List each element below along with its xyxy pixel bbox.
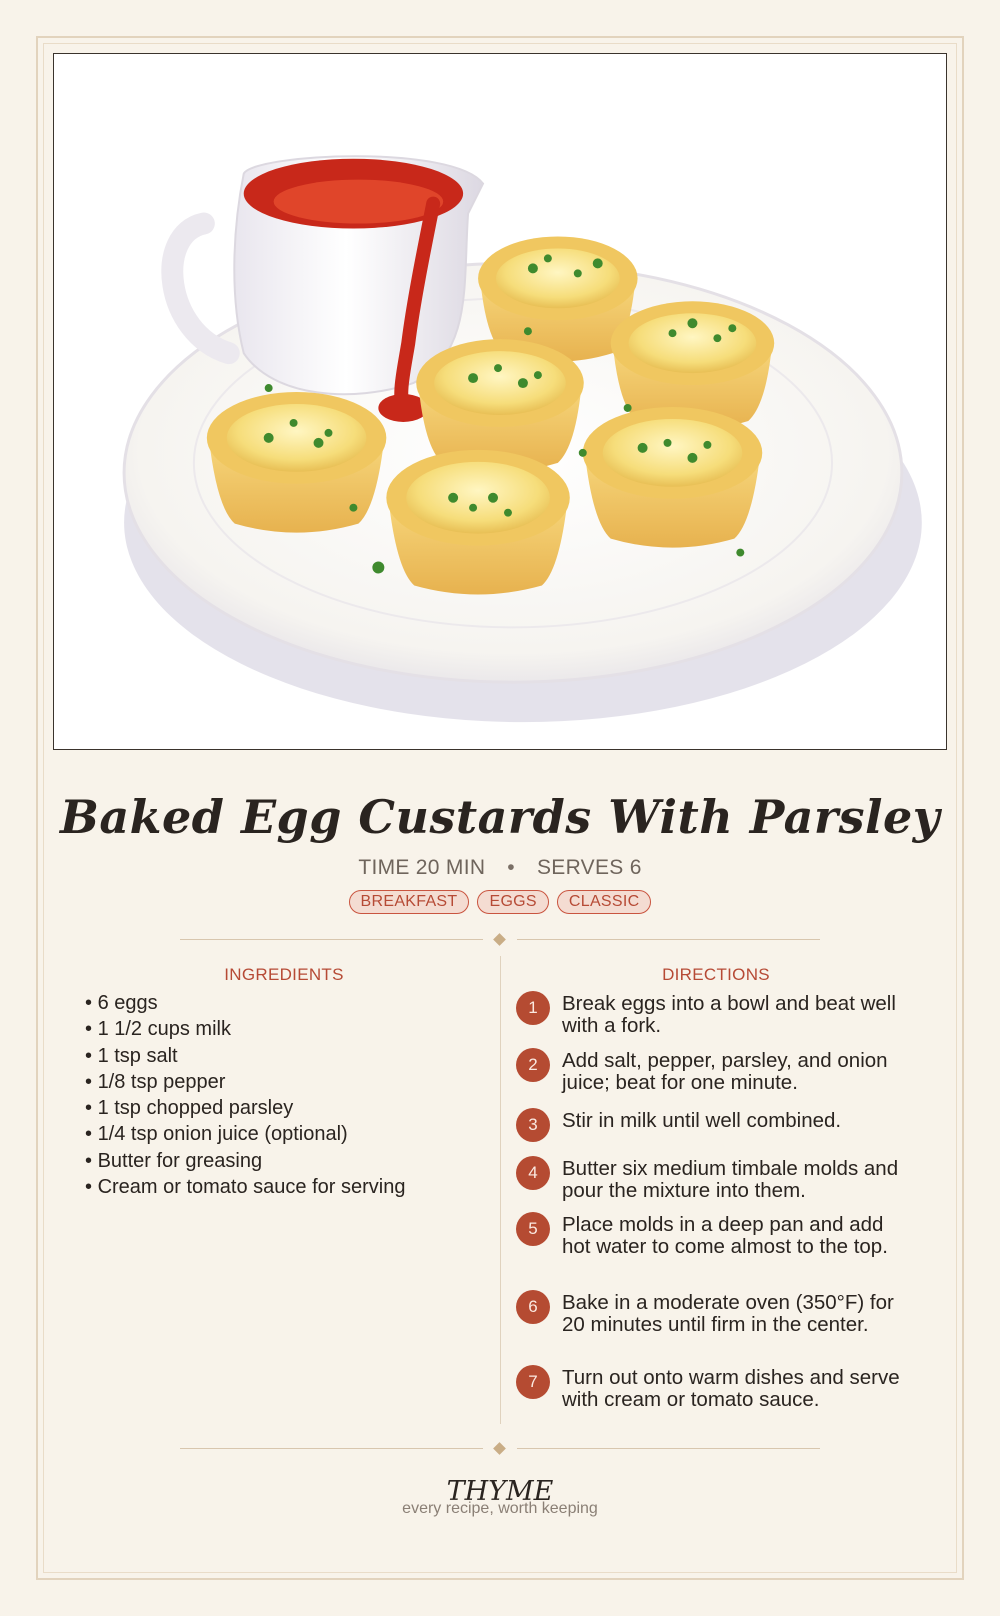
egg-custards-illustration: [54, 54, 946, 749]
tag-list: [0, 890, 1000, 914]
meta-separator: •: [507, 856, 515, 879]
divider-bottom-left: [180, 1448, 483, 1449]
ingredients-heading: INGREDIENTS: [224, 965, 344, 984]
direction-step: [516, 1158, 916, 1202]
ingredient-item: • 1/8 tsp pepper: [85, 1069, 405, 1095]
step-number-badge: 4: [516, 1156, 550, 1190]
brand-tagline: every recipe, worth keeping: [402, 1500, 598, 1517]
direction-step: [516, 993, 916, 1037]
step-number-badge: 2: [516, 1048, 550, 1082]
tag-classic[interactable]: CLASSIC: [557, 890, 652, 914]
column-divider: [500, 956, 501, 1424]
step-number-badge: 1: [516, 991, 550, 1025]
recipe-meta: [0, 856, 1000, 880]
ingredient-item: • 1 tsp salt: [85, 1043, 405, 1069]
ingredient-item: • 1 1/2 cups milk: [85, 1016, 405, 1042]
recipe-photo: [53, 53, 947, 750]
tag-eggs[interactable]: EGGS: [477, 890, 548, 914]
ingredient-item: • Butter for greasing: [85, 1148, 405, 1174]
ingredient-item: • 1/4 tsp onion juice (optional): [85, 1121, 405, 1147]
tag-breakfast[interactable]: BREAKFAST: [349, 890, 470, 914]
step-number-badge: 7: [516, 1365, 550, 1399]
step-text: Place molds in a deep pan and add hot water to come almost to the top.: [562, 1213, 888, 1258]
ingredients-list: [85, 990, 405, 1200]
servings: SERVES 6: [536, 856, 642, 879]
direction-step: [516, 1367, 916, 1411]
step-text: Turn out onto warm dishes and serve with cream or tomato sauce.: [562, 1366, 900, 1411]
step-text: Bake in a moderate oven (350°F) for 20 minutes until firm in the center.: [562, 1291, 894, 1336]
direction-step: [516, 1050, 916, 1094]
divider-top-left: [180, 939, 483, 940]
ingredient-item: • Cream or tomato sauce for serving: [85, 1174, 405, 1200]
step-text: Stir in milk until well combined.: [562, 1109, 842, 1132]
step-number-badge: 5: [516, 1212, 550, 1246]
step-text: Add salt, pepper, parsley, and onion juice; beat for one minute.: [562, 1049, 888, 1094]
step-text: Butter six medium timbale molds and pour the mixture into them.: [562, 1157, 899, 1202]
ingredient-item: • 1 tsp chopped parsley: [85, 1095, 405, 1121]
recipe-title: Baked Egg Custards With Parsley: [59, 790, 941, 844]
directions-heading: DIRECTIONS: [662, 965, 770, 984]
cook-time: TIME 20 MIN: [358, 856, 486, 879]
direction-step: [516, 1214, 916, 1258]
direction-step: [516, 1110, 916, 1142]
brand-logo: THYME: [446, 1476, 554, 1507]
direction-step: [516, 1292, 916, 1336]
ingredient-item: • 6 eggs: [85, 990, 405, 1016]
step-text: Break eggs into a bowl and beat well with a fork.: [562, 992, 896, 1037]
divider-top-right: [517, 939, 820, 940]
divider-bottom-right: [517, 1448, 820, 1449]
step-number-badge: 6: [516, 1290, 550, 1324]
step-number-badge: 3: [516, 1108, 550, 1142]
